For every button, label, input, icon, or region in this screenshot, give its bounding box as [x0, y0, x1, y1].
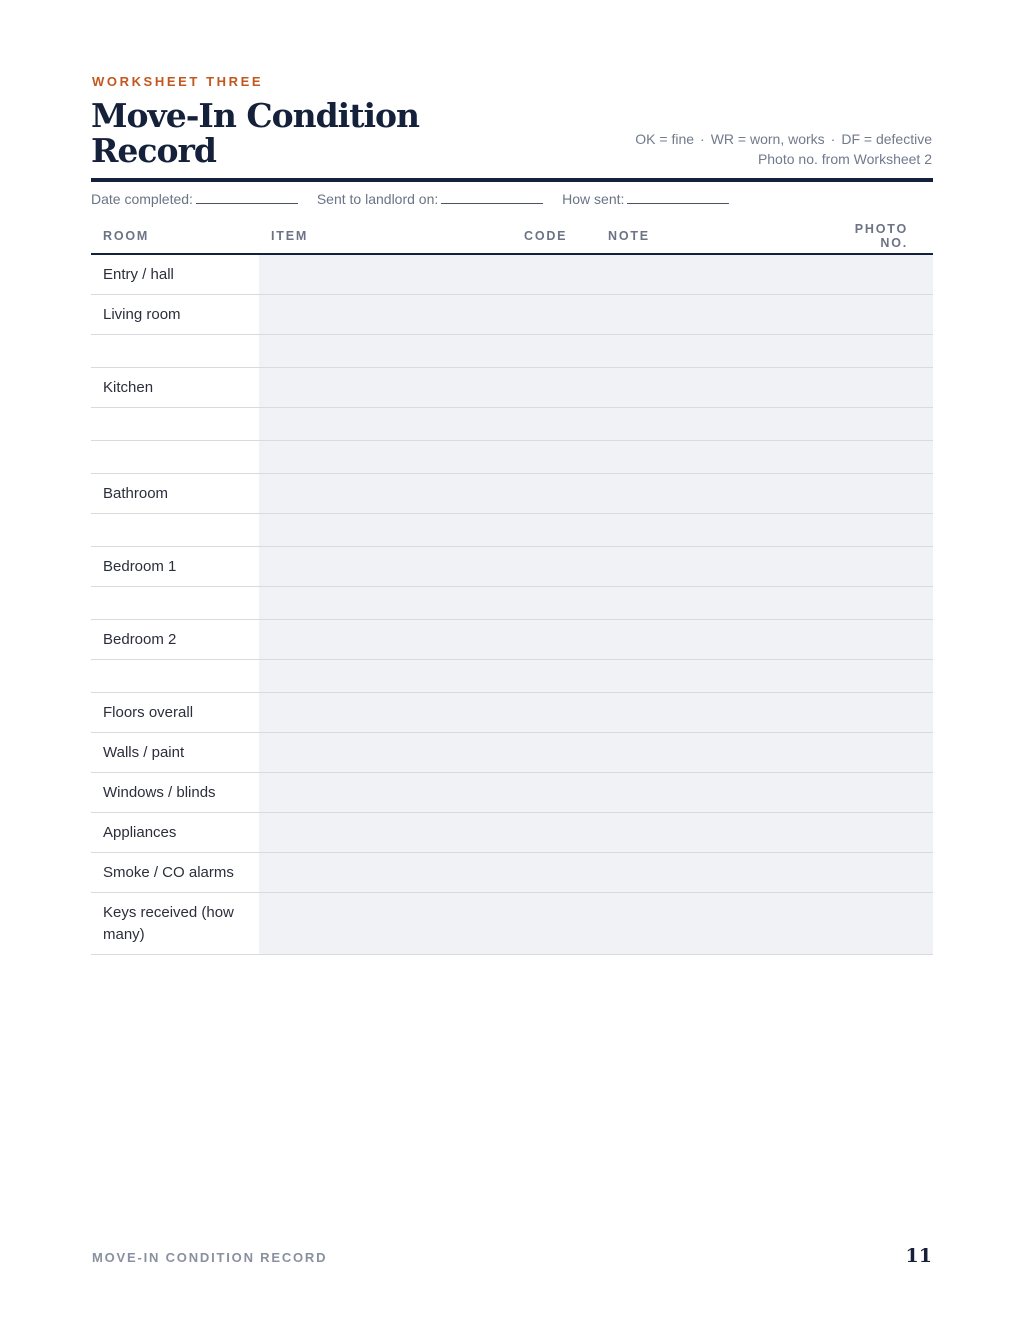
code-cell[interactable]	[512, 514, 596, 547]
item-cell[interactable]	[259, 254, 512, 295]
photo-no-cell[interactable]	[814, 295, 933, 335]
table-row	[91, 335, 933, 368]
photo-no-cell[interactable]	[814, 773, 933, 813]
photo-no-cell[interactable]	[814, 335, 933, 368]
code-cell[interactable]	[512, 620, 596, 660]
room-cell: Living room	[91, 295, 259, 335]
code-legend-line	[635, 129, 932, 149]
how-sent-label: How sent:	[562, 191, 625, 207]
header-rule	[91, 178, 933, 182]
item-cell[interactable]	[259, 335, 512, 368]
code-cell[interactable]	[512, 587, 596, 620]
note-cell[interactable]	[596, 853, 814, 893]
table-row	[91, 813, 933, 853]
code-cell[interactable]	[512, 853, 596, 893]
code-cell[interactable]	[512, 547, 596, 587]
item-cell[interactable]	[259, 547, 512, 587]
room-cell	[91, 587, 259, 620]
photo-no-cell[interactable]	[814, 408, 933, 441]
footer-section-label: MOVE-IN CONDITION RECORD	[92, 1250, 328, 1265]
photo-no-cell[interactable]	[814, 368, 933, 408]
photo-no-cell[interactable]	[814, 587, 933, 620]
column-header-photo-no: PHOTO NO.	[814, 218, 933, 254]
room-cell: Entry / hall	[91, 254, 259, 295]
code-cell[interactable]	[512, 441, 596, 474]
note-cell[interactable]	[596, 474, 814, 514]
table-row	[91, 514, 933, 547]
photo-no-cell[interactable]	[814, 474, 933, 514]
room-cell: Kitchen	[91, 368, 259, 408]
code-cell[interactable]	[512, 813, 596, 853]
how-sent-blank[interactable]	[627, 189, 729, 204]
table-row	[91, 587, 933, 620]
table-row	[91, 368, 933, 408]
page-title-line-1: Move-In Condition	[91, 96, 419, 135]
item-cell[interactable]	[259, 474, 512, 514]
legend-wr: WR = worn, works	[710, 131, 825, 147]
table-row	[91, 893, 933, 955]
note-cell[interactable]	[596, 295, 814, 335]
table-row	[91, 408, 933, 441]
note-cell[interactable]	[596, 620, 814, 660]
table-header-row	[91, 218, 933, 254]
table-row	[91, 773, 933, 813]
column-header-code: CODE	[512, 218, 596, 254]
room-cell	[91, 441, 259, 474]
item-cell[interactable]	[259, 441, 512, 474]
room-cell	[91, 660, 259, 693]
photo-no-cell[interactable]	[814, 813, 933, 853]
table-row	[91, 853, 933, 893]
code-cell[interactable]	[512, 335, 596, 368]
date-completed-field	[91, 189, 298, 207]
note-cell[interactable]	[596, 514, 814, 547]
code-cell[interactable]	[512, 254, 596, 295]
room-cell: Bedroom 1	[91, 547, 259, 587]
photo-no-cell[interactable]	[814, 620, 933, 660]
table-row	[91, 474, 933, 514]
note-cell[interactable]	[596, 547, 814, 587]
photo-no-cell[interactable]	[814, 660, 933, 693]
photo-no-cell[interactable]	[814, 514, 933, 547]
worksheet-eyebrow: WORKSHEET THREE	[92, 74, 264, 89]
photo-no-cell[interactable]	[814, 853, 933, 893]
table-row	[91, 441, 933, 474]
note-cell[interactable]	[596, 335, 814, 368]
sent-to-landlord-blank[interactable]	[441, 189, 543, 204]
code-cell[interactable]	[512, 295, 596, 335]
item-cell[interactable]	[259, 853, 512, 893]
table-row	[91, 733, 933, 773]
code-cell[interactable]	[512, 408, 596, 441]
note-cell[interactable]	[596, 368, 814, 408]
page-title	[91, 98, 511, 168]
room-cell	[91, 408, 259, 441]
note-cell[interactable]	[596, 693, 814, 733]
legend-photo-note: Photo no. from Worksheet 2	[757, 151, 932, 167]
sent-to-landlord-label: Sent to landlord on:	[316, 191, 439, 207]
note-cell[interactable]	[596, 893, 814, 955]
how-sent-field	[562, 189, 729, 207]
record-fields	[91, 189, 744, 207]
legend-ok: OK = fine	[635, 131, 695, 147]
item-cell[interactable]	[259, 620, 512, 660]
item-cell[interactable]	[259, 660, 512, 693]
code-cell[interactable]	[512, 474, 596, 514]
date-completed-label: Date completed:	[91, 191, 193, 207]
code-cell[interactable]	[512, 368, 596, 408]
room-cell: Bedroom 2	[91, 620, 259, 660]
item-cell[interactable]	[259, 408, 512, 441]
room-cell: Appliances	[91, 813, 259, 853]
table-row	[91, 693, 933, 733]
legend-separator: ·	[830, 131, 836, 147]
room-cell: Bathroom	[91, 474, 259, 514]
note-cell[interactable]	[596, 408, 814, 441]
table-row	[91, 295, 933, 335]
note-cell[interactable]	[596, 441, 814, 474]
code-cell[interactable]	[512, 693, 596, 733]
column-header-room: ROOM	[91, 218, 259, 254]
code-cell[interactable]	[512, 893, 596, 955]
table-row	[91, 254, 933, 295]
photo-no-cell[interactable]	[814, 733, 933, 773]
column-header-item: ITEM	[259, 218, 512, 254]
room-cell	[91, 514, 259, 547]
note-cell[interactable]	[596, 587, 814, 620]
code-cell[interactable]	[512, 660, 596, 693]
note-cell[interactable]	[596, 660, 814, 693]
legend-separator: ·	[700, 131, 705, 147]
room-cell: Floors overall	[91, 693, 259, 733]
page-title-line-2: Record	[91, 131, 216, 170]
item-cell[interactable]	[259, 587, 512, 620]
photo-no-cell[interactable]	[814, 693, 933, 733]
item-cell[interactable]	[259, 693, 512, 733]
condition-table	[91, 218, 933, 955]
item-cell[interactable]	[259, 514, 512, 547]
note-cell[interactable]	[596, 733, 814, 773]
page-number: 11	[905, 1245, 932, 1267]
table-row	[91, 620, 933, 660]
note-cell[interactable]	[596, 773, 814, 813]
item-cell[interactable]	[259, 368, 512, 408]
sent-to-landlord-field	[317, 189, 543, 207]
code-legend	[635, 129, 932, 169]
photo-no-cell[interactable]	[814, 441, 933, 474]
photo-no-cell[interactable]	[814, 254, 933, 295]
legend-df: DF = defective	[841, 131, 932, 147]
note-cell[interactable]	[596, 254, 814, 295]
item-cell[interactable]	[259, 295, 512, 335]
table-row	[91, 660, 933, 693]
table-row	[91, 547, 933, 587]
photo-no-cell[interactable]	[814, 893, 933, 955]
item-cell[interactable]	[259, 733, 512, 773]
room-cell	[91, 335, 259, 368]
code-cell[interactable]	[512, 733, 596, 773]
room-cell: Windows / blinds	[91, 773, 259, 813]
code-cell[interactable]	[512, 773, 596, 813]
note-cell[interactable]	[596, 813, 814, 853]
date-completed-blank[interactable]	[196, 189, 298, 204]
column-header-note: NOTE	[596, 218, 814, 254]
item-cell[interactable]	[259, 773, 512, 813]
item-cell[interactable]	[259, 893, 512, 955]
room-cell: Walls / paint	[91, 733, 259, 773]
photo-no-cell[interactable]	[814, 547, 933, 587]
item-cell[interactable]	[259, 813, 512, 853]
room-cell: Keys received (how many)	[91, 893, 259, 955]
room-cell: Smoke / CO alarms	[91, 853, 259, 893]
